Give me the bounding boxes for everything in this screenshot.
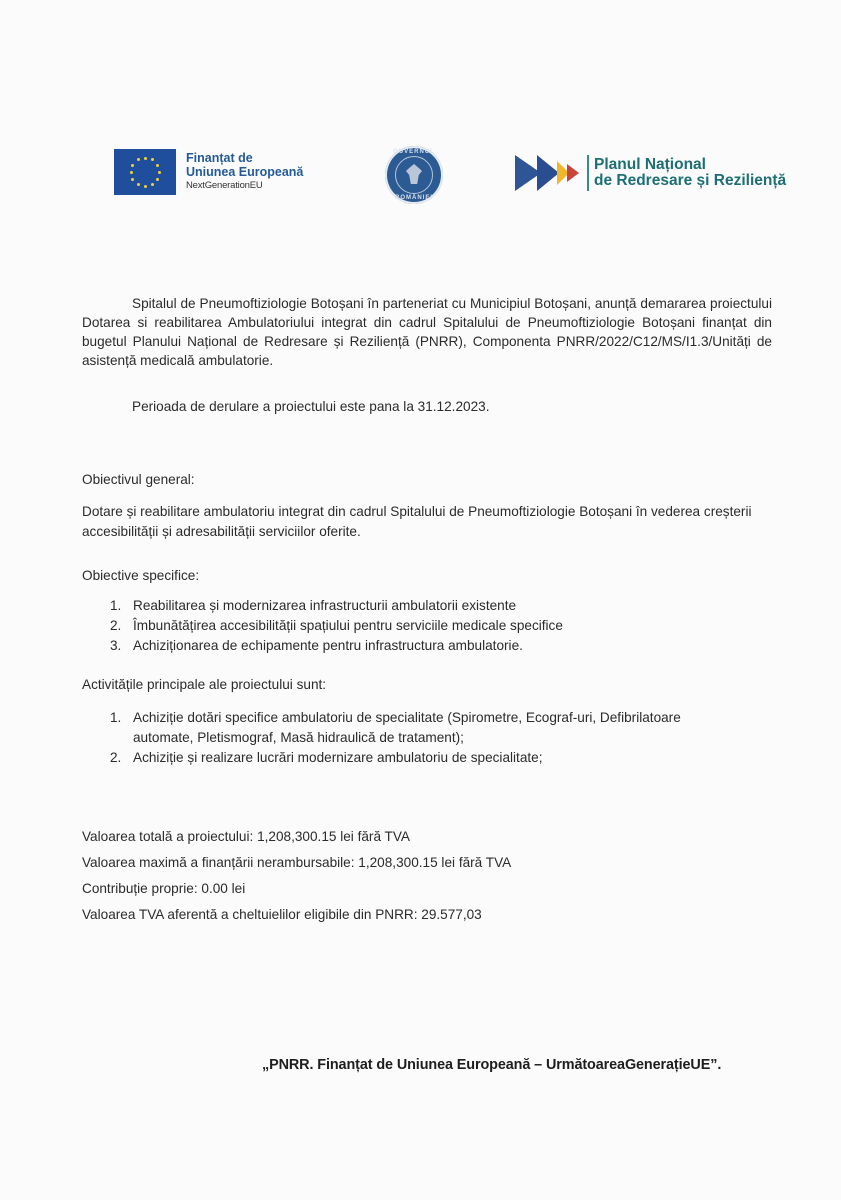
eu-star-icon xyxy=(151,158,154,161)
pnrr-logo-divider xyxy=(587,155,589,191)
eu-flag-icon xyxy=(114,149,176,195)
list-text: Îmbunătățirea accesibilității spațiului pentru serviciile medicale specifice xyxy=(133,618,563,633)
eu-star-icon xyxy=(158,171,161,174)
activities-list xyxy=(110,708,730,768)
eu-star-icon xyxy=(156,178,159,181)
eu-star-icon xyxy=(144,157,147,160)
max-non-reimbursable-value: Valoarea maximă a finanțării nerambursabile: 1,208,300.15 lei fără TVA xyxy=(82,855,512,870)
list-item xyxy=(110,748,730,768)
eu-star-icon xyxy=(151,183,154,186)
seal-ring-bottom-text: ROMÂNIEI xyxy=(395,195,433,201)
eu-funding-logo xyxy=(114,149,303,195)
list-item xyxy=(110,596,563,616)
vat-value: Valoarea TVA aferentă a cheltuielilor eligibile din PNRR: 29.577,03 xyxy=(82,907,482,922)
list-item xyxy=(110,616,563,636)
eu-star-icon xyxy=(131,178,134,181)
pnrr-logo xyxy=(515,155,786,191)
eu-star-icon xyxy=(137,183,140,186)
list-number: 2. xyxy=(110,618,122,633)
eu-star-icon xyxy=(144,185,147,188)
eu-logo-line1: Finanțat de xyxy=(186,151,253,165)
seal-ring-top-text: GUVERNUL xyxy=(393,149,435,155)
pnrr-arrows-icon xyxy=(515,155,583,191)
list-text: Achiziție dotări specifice ambulatoriu de specialitate (Spirometre, Ecograf-uri, Defibrilatoare automate, Pletismograf, Masă hidraulică de tratament); xyxy=(133,710,681,745)
eu-star-icon xyxy=(156,164,159,167)
pnrr-logo-line2: de Redresare și Reziliență xyxy=(594,172,787,189)
general-objective-text: Dotare și reabilitare ambulatoriu integrat din cadrul Spitalului de Pneumoftiziologie Botoșani în vederea creșterii accesibilității și adresabilității serviciilor oferite. xyxy=(82,504,752,539)
list-number: 1. xyxy=(110,598,122,613)
pnrr-logo-line1: Planul Național xyxy=(594,156,706,173)
eu-logo-line3: NextGenerationEU xyxy=(186,180,263,191)
list-number: 3. xyxy=(110,638,122,653)
list-number: 2. xyxy=(110,750,122,765)
list-text: Achiziție și realizare lucrări modernizare ambulatoriu de specialitate; xyxy=(133,750,543,765)
list-number: 1. xyxy=(110,710,122,725)
total-value: Valoarea totală a proiectului: 1,208,300.15 lei fără TVA xyxy=(82,829,410,844)
eu-logo-line2: Uniunea Europeană xyxy=(186,165,304,179)
list-item xyxy=(110,708,730,748)
footer-funding-statement: „PNRR. Finanțat de Uniunea Europeană – UrmătoareaGenerațieUE”. xyxy=(262,1057,722,1073)
specific-objectives-list xyxy=(110,596,563,656)
list-text: Achiziționarea de echipamente pentru infrastructura ambulatorie. xyxy=(133,638,523,653)
romanian-government-seal-icon xyxy=(385,146,443,204)
eu-star-icon xyxy=(130,171,133,174)
eu-star-icon xyxy=(137,158,140,161)
specific-objectives-heading: Obiective specifice: xyxy=(82,568,200,583)
general-objective-heading: Obiectivul general: xyxy=(82,472,195,487)
project-period: Perioada de derulare a proiectului este pana la 31.12.2023. xyxy=(132,399,490,414)
own-contribution: Contribuție proprie: 0.00 lei xyxy=(82,881,246,896)
eu-star-icon xyxy=(131,164,134,167)
list-text: Reabilitarea și modernizarea infrastructurii ambulatorii existente xyxy=(133,598,517,613)
activities-heading: Activitățile principale ale proiectului sunt: xyxy=(82,677,327,692)
intro-paragraph xyxy=(82,294,772,370)
list-item xyxy=(110,636,563,656)
intro-text: Spitalul de Pneumoftiziologie Botoșani în parteneriat cu Municipiul Botoșani, anunță demararea proiectului Dotarea si reabilitarea Ambulatoriului integrat din cadrul Spitalului de Pneumoftiziologie Botoșani finanțat din bugetul Planului Național de Redresare și Reziliență (PNRR), Componenta PNRR/2022/C12/MS/I1.3/Unități de asistență medicală ambulatorie. xyxy=(82,296,772,368)
